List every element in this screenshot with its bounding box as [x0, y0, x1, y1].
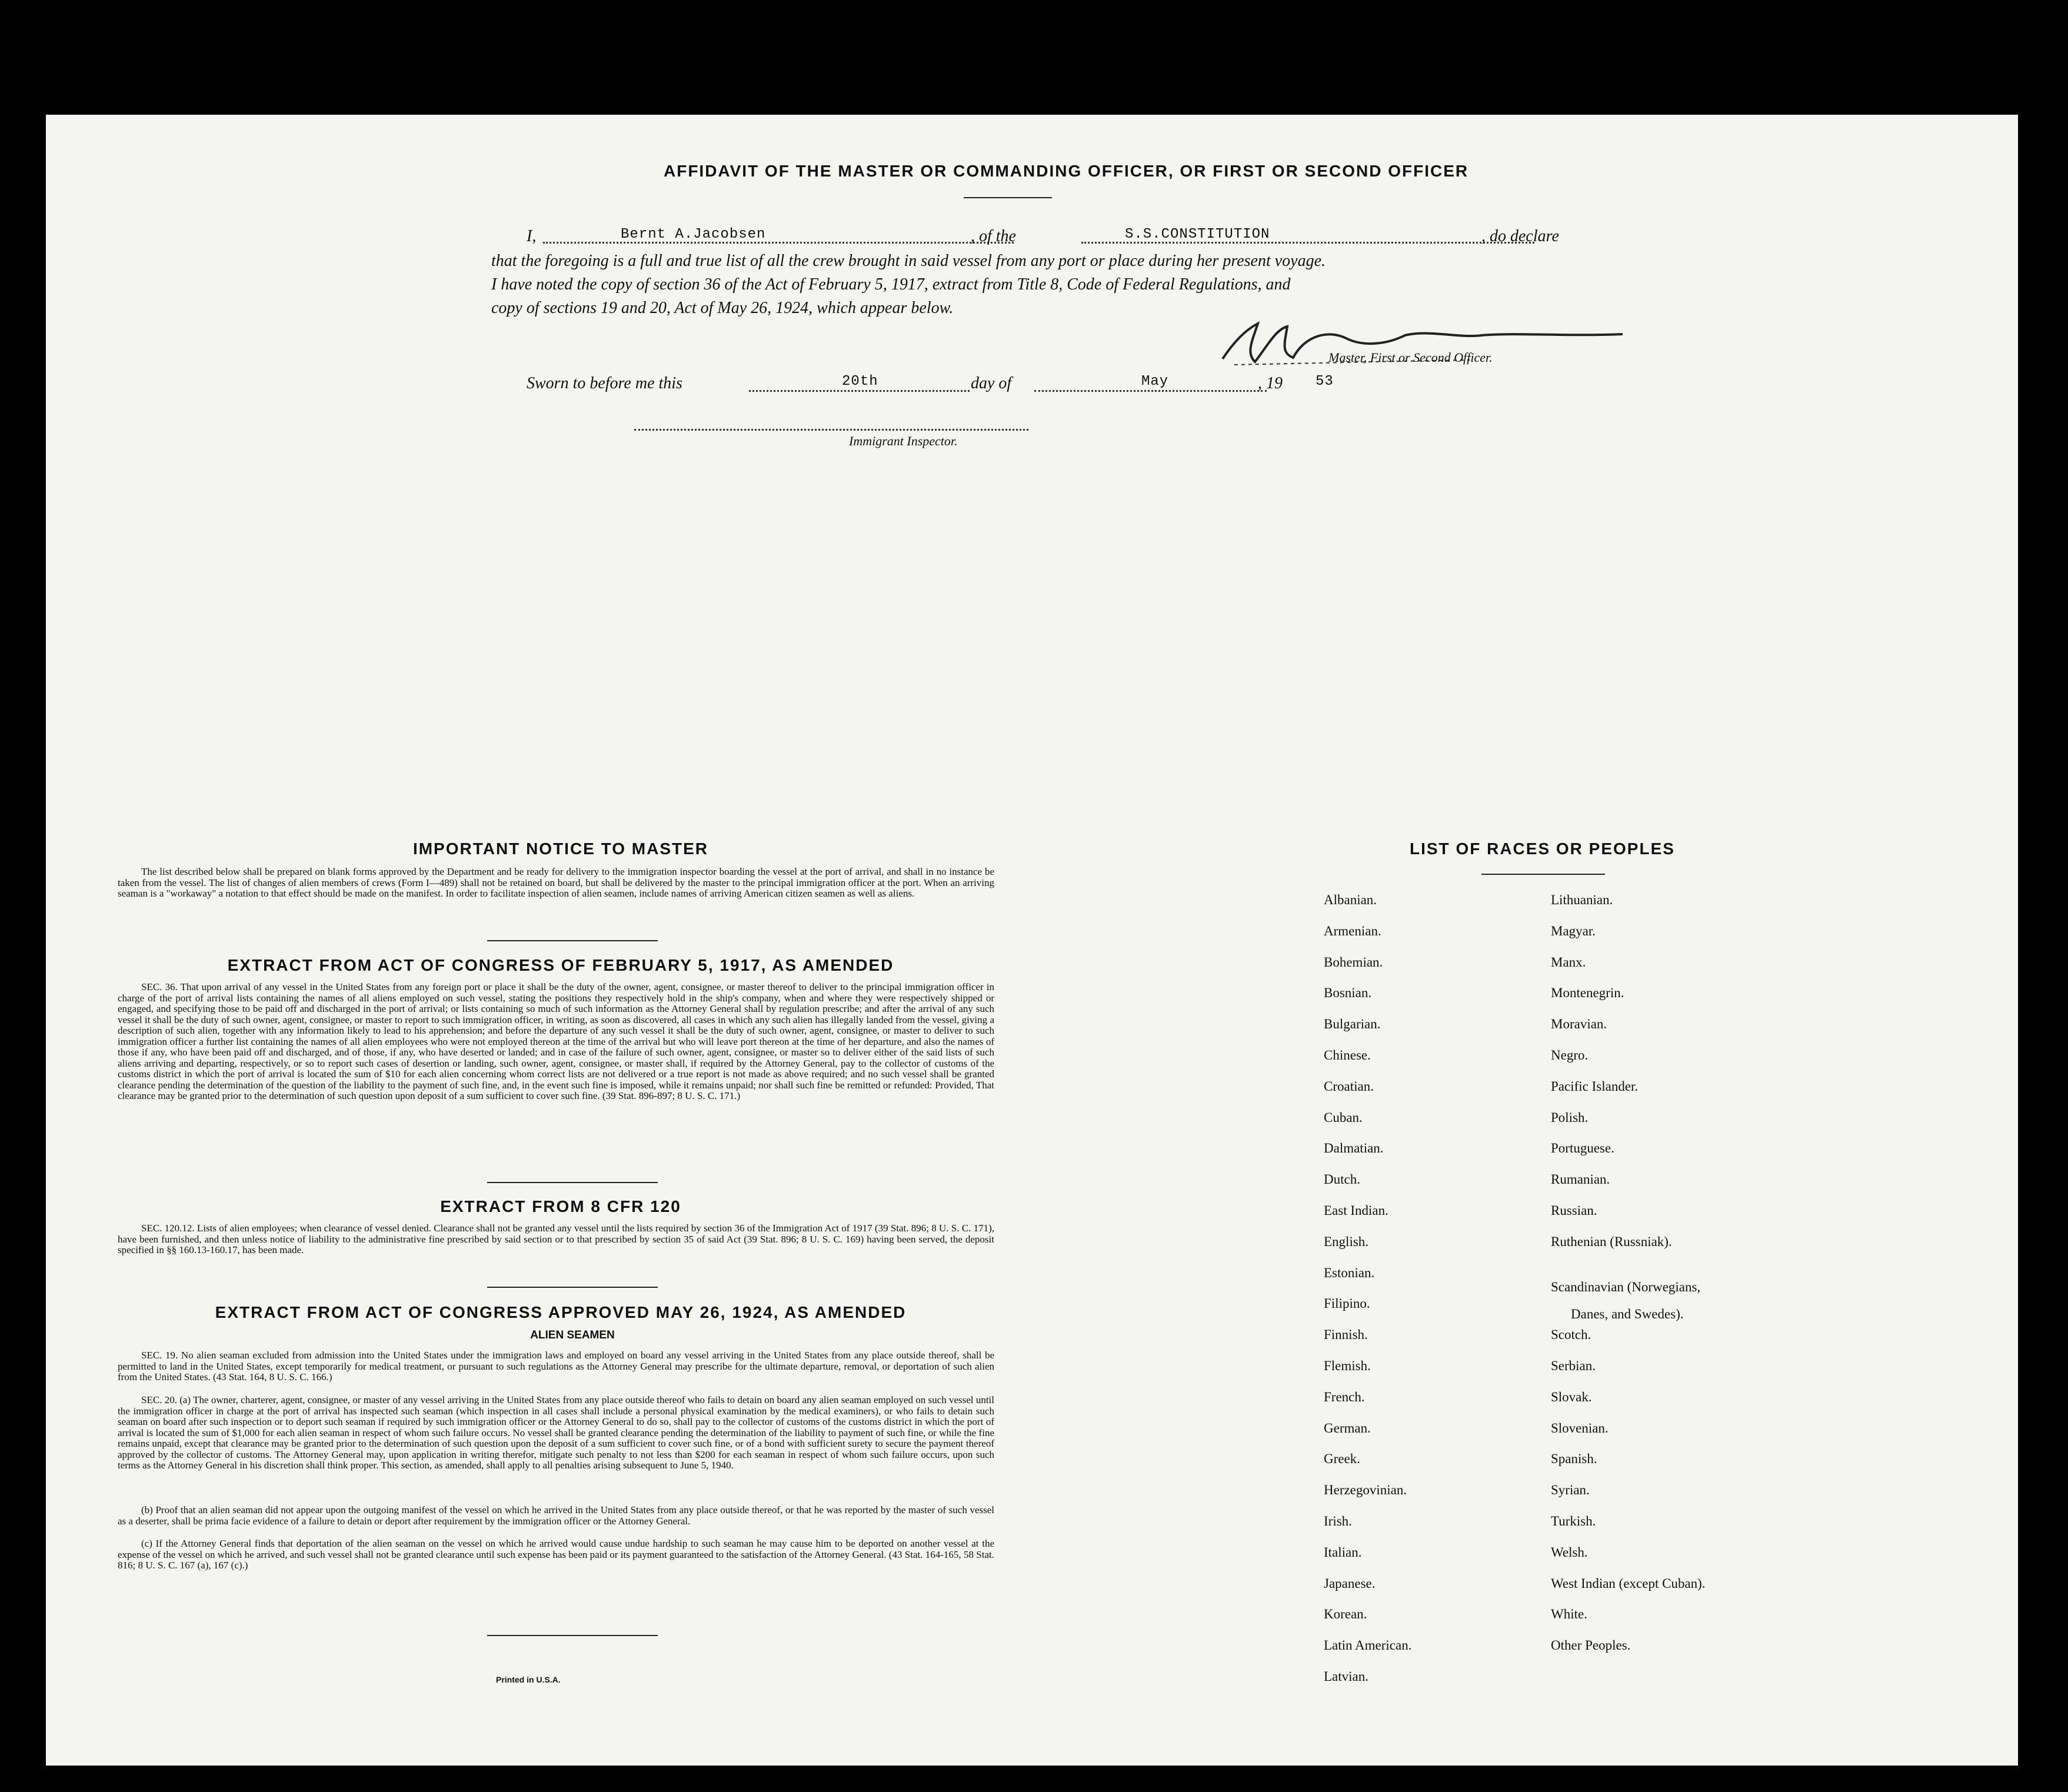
race-left-item: Chinese. [1324, 1048, 1371, 1062]
race-left-item: Armenian. [1324, 923, 1381, 938]
extract-1917-body: SEC. 36. That upon arrival of any vessel in the United States from any foreign port or place it shall be the duty of the owner, agent, consignee, or master thereof to deliver to the principal immigration officer in charge of the port of arrival lists containing the names of all aliens employed on such vessel, stating the positions they respectively hold in the ship's company, when and where they were respectively shipped or engaged, and specifying those to be paid off and discharged in the port of arrival; or lists containing so much of such information as the Attorney General shall by regulation prescribe; and after the arrival of any such vessel it shall be the duty of such owner, agent, consignee, or master to report to such immigration officer, in writing, as soon as discovered, all cases in which any such alien has illegally landed from the vessel, giving a description of such alien, together with any information likely to lead to his apprehension; and before the departure of any such vessel it shall be the duty of such owner, agent, consignee, or master to deliver to such immigration officer a further list containing the names of all alien employees who were not employed thereon at the time of the arrival but who will leave port thereon at the time of her departure, and also the names of those if any, who have been paid off and discharged, and of those, if any, who have deserted or landed; and in case of the failure of such owner, agent, consignee, or master so to deliver either of the said lists of such aliens arriving and departing, respectively, or so to report such cases of desertion or landing, such owner, agent, consignee, or master shall, if required by the Attorney General, pay to the collector of customs of the customs district in which the port of arrival is located the sum of $10 for each alien concerning whom correct lists are not delivered or a true report is not made as above required; and no such vessel shall be granted clearance pending the determination of the question of the liability to the payment of such fine, and, in the event such fine is imposed, while it remains unpaid; nor shall such fine be remitted or refunded: Provided, That clearance may be granted prior to the determination of such question upon deposit of a sum sufficient to cover such fine. (39 Stat. 896-897; 8 U. S. C. 171.) [118, 981, 994, 1101]
race-left-item: Irish. [1324, 1514, 1352, 1528]
notice-body: The list described below shall be prepared on blank forms approved by the Department and be ready for delivery to the immigration inspector boarding the vessel at the port of arrival, and shall in no instance be taken from the vessel. The list of changes of alien members of crews (Form I—489) shall not be retained on board, but shall be delivered by the master to the principal immigration officer at the port. When an arriving seaman is a "workaway" a notation to that effect should be made on the manifest. In order to facilitate inspection of alien seamen, include names of arriving American citizen seamen as well as aliens. [118, 866, 994, 899]
race-left-item: Bulgarian. [1324, 1017, 1381, 1032]
extract-1924-sec20b: (b) Proof that an alien seaman did not appear upon the outgoing manifest of the vessel on which he arrived in the United States from any place outside thereof, or that he was reported by the master of such vessel as a deserter, shall be prima facie evidence of a failure to detain or deport after requirement by the immigration officer or the Attorney General. [118, 1504, 994, 1527]
name-field-line [543, 242, 1014, 244]
race-right-item: Ruthenian (Russniak). [1551, 1234, 1672, 1249]
races-title: LIST OF RACES OR PEOPLES [1410, 840, 1675, 858]
master-signature [1211, 312, 1658, 377]
race-left-item: English. [1324, 1234, 1369, 1249]
races-rule [1481, 874, 1605, 875]
race-right-item: Lithuanian. [1551, 892, 1613, 907]
master-name-field: Bernt A.Jacobsen [621, 227, 766, 242]
extract-1924-sec19: SEC. 19. No alien seaman excluded from admission into the United States under the immigration laws and employed on board any vessel arriving in the United States from any place outside thereof, shall be permitted to land in the United States, except temporarily for medical treatment, or pursuant to such regulations as the Attorney General may prescribe for the ultimate departure, removal, or deportation of such alien from the United States. (43 Stat. 164, 8 U. S. C. 166.) [118, 1350, 994, 1383]
declaration-line-4: copy of sections 19 and 20, Act of May 26, 1924, which appear below. [491, 299, 954, 317]
race-left-item: Japanese. [1324, 1576, 1376, 1591]
printed-in-usa: Printed in U.S.A. [496, 1675, 561, 1684]
race-left-item: East Indian. [1324, 1203, 1388, 1218]
extract-cfr-body: SEC. 120.12. Lists of alien employees; when clearance of vessel denied. Clearance shall not be granted any vessel until the lists required by section 36 of the Immigration Act of 1917 (39 Stat. 896; 8 U. S. C. 171), have been furnished, and then unless notice of liability to the administrative fine prescribed by said section or to that prescribed by section 35 of said Act (39 Stat. 896; 8 U. S. C. 169) having been served, the deposit specified in §§ 160.13-160.17, has been made. [118, 1223, 994, 1255]
race-left-item: Filipino. [1324, 1296, 1370, 1311]
race-left-item: Italian. [1324, 1544, 1362, 1560]
race-right-item: Scotch. [1551, 1327, 1591, 1343]
notice-title: IMPORTANT NOTICE TO MASTER [412, 840, 709, 858]
race-right-item: Serbian. [1551, 1358, 1596, 1373]
do-declare-label: , do declare [1481, 227, 1559, 245]
i-label: I, [527, 227, 537, 245]
race-left-item: Finnish. [1324, 1327, 1368, 1343]
race-left-item: Flemish. [1324, 1358, 1371, 1373]
title-rule [964, 197, 1052, 198]
race-left-item: German. [1324, 1420, 1371, 1435]
race-left-item: Greek. [1324, 1451, 1360, 1467]
declaration-line-3: I have noted the copy of section 36 of the Act of February 5, 1917, extract from Title 8, Code of Federal Regulations, and [491, 275, 1291, 294]
race-right-item: Manx. [1551, 954, 1586, 970]
extract-1924-rule [487, 1635, 658, 1636]
extract-1924-title: EXTRACT FROM ACT OF CONGRESS APPROVED MAY 26, 1924, AS AMENDED [215, 1303, 907, 1321]
extract-1924-sec20a: SEC. 20. (a) The owner, charterer, agent, consignee, or master of any vessel arriving in the United States from any place outside thereof who fails to detain on board any alien seaman employed on such vessel until the immigration officer in charge at the port of arrival has inspected such seaman (which inspection in all cases shall include a personal physical examination by the medical examiners), or who fails to detain such seaman on board after such inspection or to deport such seaman if required by such immigration officer or the Attorney General to do so, shall pay to the collector of customs of the customs district in which the port of arrival is located the sum of $1,000 for each alien seaman in respect of whom such failure occurs. No vessel shall be granted clearance pending the determination of the liability to payment of such fine, or while the fine remains unpaid, except that clearance may be granted prior to the determination of such question upon the deposit of a sum sufficient to cover such fine, or of a bond with sufficient surety to secure the payment thereof approved by the collector of customs. The Attorney General may, upon application in writing therefor, mitigate such penalty to not less than $200 for each seaman in respect of whom such failure occurs, upon such terms as the Attorney General in his discretion shall think proper. This section, as amended, shall apply to all penalties arising subsequent to June 5, 1940. [118, 1394, 994, 1471]
race-left-item: Dalmatian. [1324, 1141, 1384, 1156]
race-right-item: Portuguese. [1551, 1141, 1614, 1156]
race-right-item: Negro. [1551, 1048, 1589, 1062]
race-right-item: Russian. [1551, 1203, 1597, 1218]
race-right-item: Turkish. [1551, 1514, 1596, 1528]
race-right-item: Polish. [1551, 1110, 1589, 1125]
extract-1917-rule [487, 1182, 658, 1183]
signature-caption: Master, First or Second Officer. [1328, 350, 1493, 365]
race-right-item: Rumanian. [1551, 1172, 1610, 1187]
extract-cfr-rule [487, 1287, 658, 1288]
vessel-name-field: S.S.CONSTITUTION [1125, 227, 1270, 242]
race-left-item: Albanian. [1324, 892, 1377, 907]
month-field-line [1034, 390, 1267, 392]
race-left-item: Croatian. [1324, 1078, 1374, 1094]
sworn-label: Sworn to before me this [527, 374, 682, 392]
extract-1924-subtitle: ALIEN SEAMEN [530, 1329, 615, 1341]
month-field: May [1141, 374, 1169, 389]
race-right-item: Danes, and Swedes). [1571, 1306, 1684, 1321]
notice-rule [487, 940, 658, 941]
race-right-item: West Indian (except Cuban). [1551, 1576, 1706, 1591]
race-right-item: Slovak. [1551, 1389, 1592, 1404]
day-field: 20th [842, 374, 878, 389]
race-right-item: Welsh. [1551, 1544, 1588, 1560]
inspector-label: Immigrant Inspector. [849, 434, 958, 448]
race-left-item: Korean. [1324, 1607, 1367, 1622]
race-right-item: White. [1551, 1607, 1587, 1622]
day-field-line [749, 390, 970, 392]
race-left-item: French. [1324, 1389, 1365, 1404]
extract-1917-title: EXTRACT FROM ACT OF CONGRESS OF FEBRUARY 5, 1917, AS AMENDED [227, 956, 894, 974]
race-right-item: Syrian. [1551, 1483, 1590, 1498]
of-the-label: , of the [971, 227, 1016, 245]
declaration-line-2: that the foregoing is a full and true list of all the crew brought in said vessel from any port or place during her present voyage. [491, 252, 1326, 270]
year-field: 53 [1316, 374, 1334, 389]
race-left-item: Cuban. [1324, 1110, 1363, 1125]
race-left-item: Latvian. [1324, 1669, 1368, 1684]
race-right-item: Scandinavian (Norwegians, [1551, 1279, 1701, 1294]
race-left-item: Dutch. [1324, 1172, 1360, 1187]
race-right-item: Other Peoples. [1551, 1638, 1631, 1653]
race-right-item: Magyar. [1551, 923, 1596, 938]
extract-1924-sec20c: (c) If the Attorney General finds that deportation of the alien seaman on the vessel on which he arrived would cause undue hardship to such seaman he may cause him to be deported on another vessel at the expense of the vessel on which he arrived, and such vessel shall not be granted clearance until such expense has been paid or its payment guaranteed to the satisfaction of the Attorney General. (43 Stat. 164-165, 58 Stat. 816; 8 U. S. C. 167 (a), 167 (c).) [118, 1538, 994, 1571]
race-right-item: Moravian. [1551, 1017, 1607, 1032]
year-prefix: , 19 [1258, 374, 1283, 392]
inspector-signature-line [634, 429, 1028, 431]
race-left-item: Estonian. [1324, 1265, 1375, 1280]
race-right-item: Pacific Islander. [1551, 1078, 1639, 1094]
extract-cfr-title: EXTRACT FROM 8 CFR 120 [440, 1197, 681, 1215]
affidavit-title: AFFIDAVIT OF THE MASTER OR COMMANDING OFFICER, OR FIRST OR SECOND OFFICER [664, 162, 1469, 180]
race-right-item: Slovenian. [1551, 1420, 1609, 1435]
day-of-label: day of [971, 374, 1012, 392]
race-right-item: Montenegrin. [1551, 985, 1624, 1001]
race-left-item: Bosnian. [1324, 985, 1372, 1001]
race-left-item: Latin American. [1324, 1638, 1412, 1653]
race-left-item: Herzegovinian. [1324, 1483, 1407, 1498]
document-page [46, 115, 2018, 1766]
race-left-item: Bohemian. [1324, 954, 1383, 970]
race-right-item: Spanish. [1551, 1451, 1597, 1467]
